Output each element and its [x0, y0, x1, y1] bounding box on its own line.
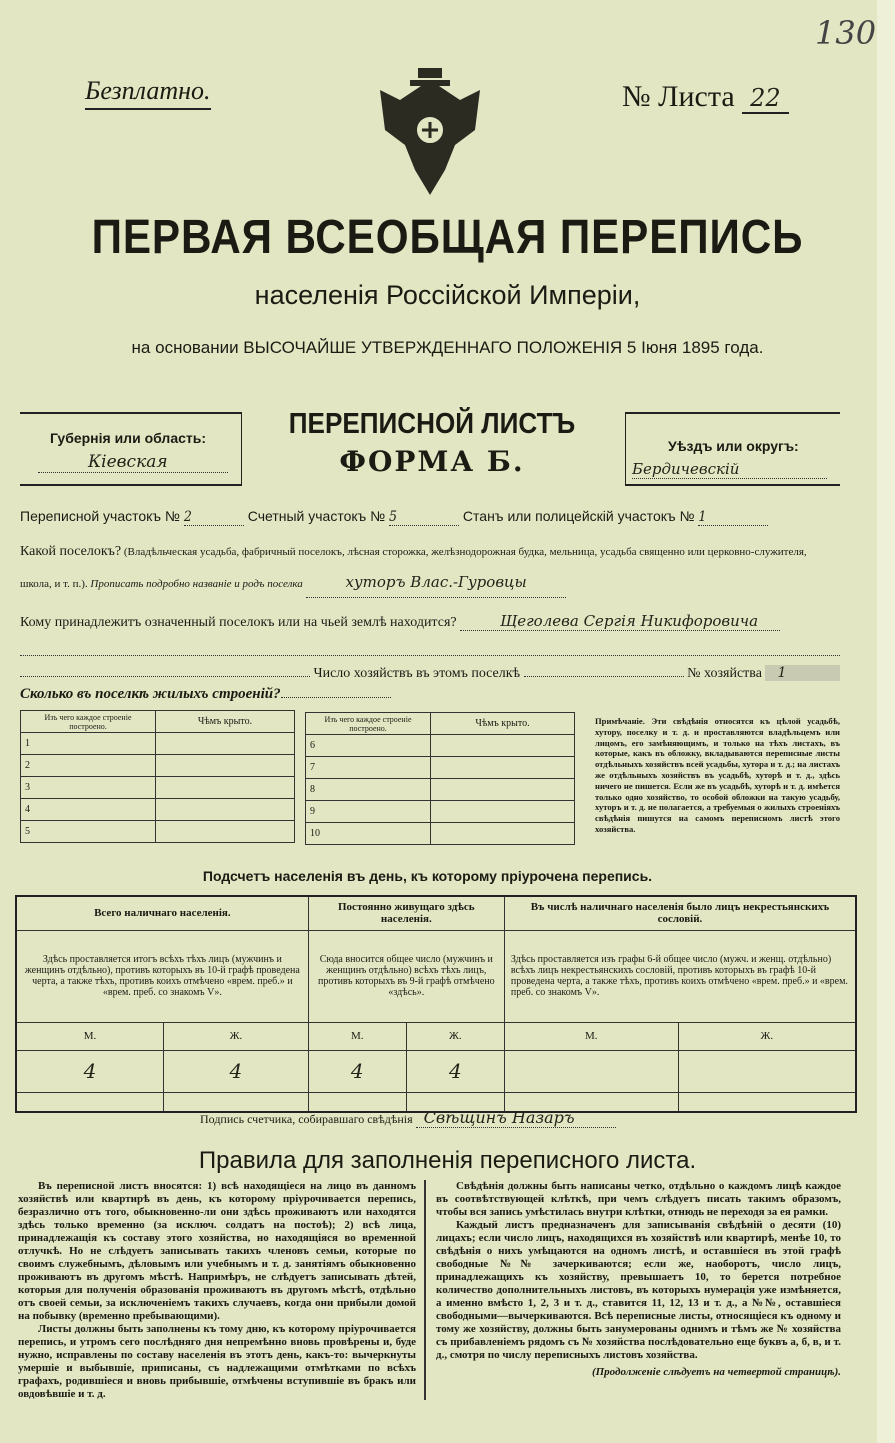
table-row — [306, 779, 575, 801]
row-num: 4 — [21, 799, 156, 821]
free-label: Безплатно. — [85, 76, 211, 110]
uezd-label: Уѣздъ или округъ: — [668, 438, 799, 454]
desc-total: Здѣсь проставляется итогъ всѣхъ тѣхъ лицъ (мужчинъ и женщинъ отдѣльно), противъ которыхъ въ 10-й графѣ проведена черта, а также тѣхъ, противъ коихъ отмѣчено «врем. преб.» и «врем. преб. со знакомъ V». — [16, 930, 308, 1022]
owner-field — [20, 612, 840, 631]
signature-label: Подпись счетчика, собиравшаго свѣдѣнія — [200, 1112, 413, 1126]
row-num: 9 — [306, 801, 431, 823]
col-female: Ж. — [164, 1022, 309, 1050]
total-male-value: 4 — [16, 1050, 164, 1092]
row-num: 2 — [21, 755, 156, 777]
settlement-label: Какой поселокъ? — [20, 544, 122, 559]
owner-value: Щеголева Сергія Никифоровича — [460, 612, 780, 631]
rules-title: Правила для заполненія переписного листа. — [198, 1147, 697, 1174]
sheet-number-value: 22 — [742, 84, 789, 114]
buildings-field — [20, 686, 391, 703]
signature-value: Свѣщинъ Назаръ — [416, 1108, 616, 1128]
col-female: Ж. — [678, 1022, 856, 1050]
table-row — [21, 755, 295, 777]
table-row — [21, 821, 295, 843]
count-area-label: Счетный участокъ № — [247, 508, 386, 524]
continued-note: (Продолженіе слѣдуетъ на четвертой страницѣ). — [591, 1366, 841, 1378]
legal-basis: на основании ВЫСОЧАЙШЕ УТВЕРЖДЕННАГО ПОЛОЖЕНІЯ 5 Іюня 1895 года. — [131, 338, 764, 357]
col-male: М. — [16, 1022, 164, 1050]
column-divider — [424, 1180, 426, 1400]
row-num: 3 — [21, 777, 156, 799]
form-title: ПЕРЕПИСНОЙ ЛИСТЪ — [288, 408, 576, 440]
permanent-male-value: 4 — [308, 1050, 406, 1092]
form-heading — [242, 408, 622, 478]
uezd-value: Бердичевскій — [632, 460, 827, 479]
count-area-value: 5 — [389, 509, 459, 526]
page-number: 130 — [815, 14, 877, 52]
row-num: 10 — [306, 823, 431, 845]
dotted-line — [20, 655, 840, 656]
total-female-value: 4 — [164, 1050, 309, 1092]
household-no-value: 1 — [765, 665, 840, 681]
rule-paragraph: Листы должны быть заполнены къ тому дню, къ которому пріурочивается перепись, и утромъ сего послѣдняго дня непремѣнно вновь провѣрены и, буде нужно, исправлены по составу населенія въ этотъ день, какъ-то: вычеркнуты умершіе и выбывшіе, приписаны, съ надлежащими отмѣтками по всѣхъ графахъ, родившіеся и вновь прибывшіе, отмѣчены вступившіе въ бракъ или овдовѣвшіе и т. д. — [18, 1323, 416, 1400]
census-area-value: 2 — [184, 509, 244, 526]
count-title: Подсчетъ населенія въ день, къ которому пріурочена перепись. — [202, 868, 653, 884]
households-label: Число хозяйствъ въ этомъ поселкѣ — [313, 666, 521, 681]
col-male: М. — [504, 1022, 678, 1050]
sheet-number — [622, 80, 789, 114]
stan-label: Станъ или полицейскій участокъ № — [462, 508, 695, 524]
row-num: 8 — [306, 779, 431, 801]
settlement-instruction: Прописать подробно названіе и родъ поселка — [90, 578, 303, 590]
imperial-eagle-emblem — [370, 60, 490, 200]
col-roof: Чѣмъ крыто. — [431, 713, 575, 735]
header-permanent: Постоянно живущаго здѣсь населенія. — [308, 896, 504, 930]
table-row — [306, 735, 575, 757]
header-total: Всего наличнаго населенія. — [16, 896, 308, 930]
col-female: Ж. — [406, 1022, 504, 1050]
row-num: 7 — [306, 757, 431, 779]
note: Примѣчаніе. Эти свѣдѣнія относятся къ цѣлой усадьбѣ, хутору, поселку и т. д. и проставляются владѣльцемъ или лицомъ, его замѣняющимъ, и только на тѣхъ листахъ, въ которые, какъ въ обложку, вкладываются переписные листы отдѣльныхъ хозяйствъ всей усадьбы, хутора и т. д.; на листахъ же отдѣльныхъ хозяйствъ въ усадьбѣ, хуторѣ и т. д., здѣсь ничего не пишется. Если же въ усадьбѣ, хуторѣ и т. д. имѣется только одно хозяйство, то особой обложки на такую усадьбу, хуторъ и т. д. не полагается, а требуемыя о жилыхъ строеніяхъ свѣдѣнія пишутся на самомъ переписномъ листѣ этого хозяйства. — [595, 716, 840, 834]
table-row — [21, 799, 295, 821]
signature-field — [200, 1108, 616, 1128]
areas-line — [20, 508, 768, 526]
row-num: 1 — [21, 733, 156, 755]
row-num: 6 — [306, 735, 431, 757]
col-roof: Чѣмъ крыто. — [156, 711, 295, 733]
settlement-field — [20, 537, 840, 599]
table-row — [306, 823, 575, 845]
owner-label: Кому принадлежитъ означенный поселокъ или на чьей землѣ находится? — [20, 615, 457, 630]
rules-left-column — [18, 1180, 416, 1401]
rule-paragraph: Свѣдѣнія должны быть написаны четко, отдѣльно о каждомъ лицѣ каждое въ соотвѣтствующей клѣткѣ, при чемъ слѣдуетъ писать такимъ образомъ, чтобы вся запись умѣстилась внутри клѣтки, отнюдь не переходя за ея рамки. — [436, 1180, 841, 1218]
guberniya-label: Губернія или область: — [50, 430, 207, 446]
col-male: М. — [308, 1022, 406, 1050]
uezd-box — [625, 412, 840, 486]
buildings-table-right — [305, 712, 575, 845]
settlement-value: хуторъ Влас.-Гуровцы — [306, 567, 566, 598]
guberniya-box — [20, 412, 242, 486]
guberniya-value: Кіевская — [38, 452, 228, 473]
rule-paragraph: Въ переписной листъ вносятся: 1) всѣ находящіеся на лицо въ данномъ хозяйствѣ или квартирѣ въ день, къ которому пріурочивается перепись, безразлично отъ того, обыкновенно-ли они здѣсь проживаютъ или находятся здѣсь только временно (за исключ. солдатъ на постоѣ); 2) всѣ лица, принадлежащія къ составу этого хозяйства, но находящіяся во временной отлучкѣ. Но не слѣдуетъ записывать такихъ членовъ семьи, которые по своимъ служебнымъ, дѣловымъ или учебнымъ и т. д. занятіямъ обыкновенно проживаютъ въ другомъ мѣстѣ. Напримѣръ, не слѣдуетъ записывать дѣтей, которыя для полученія образованія проживаютъ въ другомъ мѣстѣ, отдѣльно отъ своей семьи, за исключеніемъ такихъ случаевъ, когда они прибыли домой на побывку (временно пребывающими). — [18, 1180, 416, 1322]
permanent-female-value: 4 — [406, 1050, 504, 1092]
col-material: Изъ чего каждое строеніе построено. — [306, 713, 431, 735]
table-row — [306, 757, 575, 779]
col-material: Изъ чего каждое строеніе построено. — [21, 711, 156, 733]
desc-permanent: Сюда вносится общее число (мужчинъ и женщинъ отдѣльно) всѣхъ тѣхъ лицъ, противъ которыхъ въ 9-й графѣ отмѣчено «здѣсь». — [308, 930, 504, 1022]
nonpeasant-male-value — [504, 1050, 678, 1092]
header-nonpeasant: Въ числѣ наличнаго населенія было лицъ некрестьянскихъ сословій. — [504, 896, 856, 930]
stan-value: 1 — [698, 509, 768, 526]
page-edge — [877, 0, 895, 1443]
rules-right-column — [436, 1180, 841, 1379]
nonpeasant-female-value — [678, 1050, 856, 1092]
table-row — [306, 801, 575, 823]
household-no-label: № хозяйства — [687, 666, 762, 681]
document-title: ПЕРВАЯ ВСЕОБЩАЯ ПЕРЕПИСЬ — [91, 211, 804, 264]
desc-nonpeasant: Здѣсь проставляется изъ графы 6-й общее число (мужч. и женщ. отдѣльно) всѣхъ лицъ некрестьянскихъ сословій, противъ которыхъ въ графѣ 10-й проведена черта, а также тѣхъ, противъ коихъ отмѣчено «врем. преб.» и «врем. преб. со знакомъ V». — [504, 930, 856, 1022]
table-row — [21, 777, 295, 799]
table-row — [21, 733, 295, 755]
buildings-label: Сколько въ поселкѣ жилыхъ строеній? — [20, 686, 281, 702]
buildings-table-left — [20, 710, 295, 843]
rule-paragraph: Каждый листъ предназначенъ для записыванія свѣдѣній о десяти (10) лицахъ; если число лицъ, находящихся въ хозяйствѣ или квартирѣ, менѣе 10, то свѣдѣнія о нихъ умѣщаются на одномъ листѣ, и оставшіеся въ этой графѣ свободные №№ зачеркиваются; если же, наоборотъ, число лицъ, принадлежащихъ къ хозяйству, превышаетъ 10, то берется потребное количество дополнительныхъ листовъ, въ которыхъ нумерація уже измѣняется, а именно вмѣсто 1, 2, 3 и т. д., ставится 11, 12, 13 и т. д., а №№, оставшіеся свободными—вычеркиваются. Всѣ переписные листы, относящіеся къ одному и тому же хозяйству, должны быть занумерованы однимъ и тѣмъ же № хозяйства съ прибавленіемъ рядомъ съ № хозяйства послѣдовательно еще буквъ а, б, в, и т. д., смотря по числу переписныхъ листовъ хозяйства. — [436, 1219, 841, 1361]
population-count-table — [15, 895, 857, 1113]
settlement-hint: (Владѣльческая усадьба, фабричный поселокъ, лѣсная сторожка, желѣзнодорожная будка, мельница, усадьба священно или церковно-служителя, школа, и т. п.). — [20, 546, 807, 590]
form-subtitle: ФОРМА Б. — [339, 445, 525, 478]
census-area-label: Переписной участокъ № — [20, 508, 180, 524]
document-subtitle: населенія Россійской Имперіи, — [254, 280, 641, 310]
households-field — [20, 665, 840, 682]
row-num: 5 — [21, 821, 156, 843]
sheet-number-label: № Листа — [622, 80, 735, 113]
